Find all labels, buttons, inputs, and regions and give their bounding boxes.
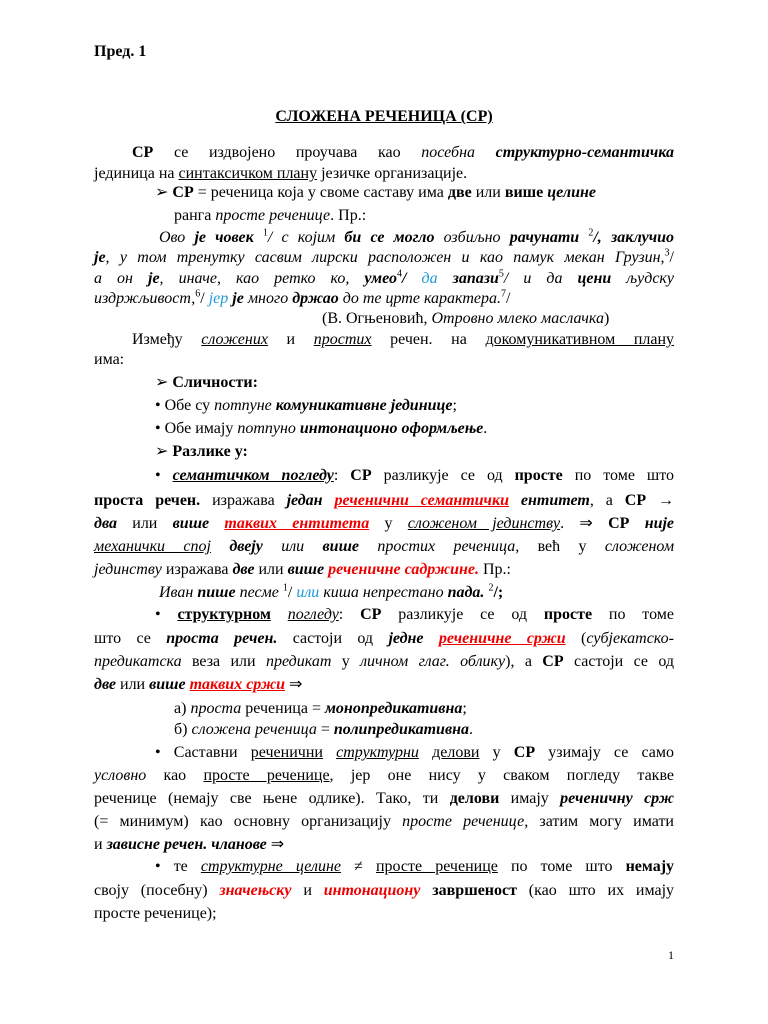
text-run: изражава <box>161 561 233 578</box>
bullet-item <box>155 743 674 763</box>
text-run: ⇒ <box>266 836 285 853</box>
text-run: предикат <box>265 653 332 670</box>
text-run: по томе што <box>562 467 674 484</box>
text-run: монопредикативна <box>324 700 463 717</box>
text-run: • те <box>155 858 201 875</box>
text-run: ➢ <box>155 374 173 391</box>
text-run: Ово <box>159 229 195 246</box>
text-line <box>94 269 674 289</box>
text-run: има: <box>94 351 125 368</box>
text-run: а) <box>174 700 191 717</box>
text-run: Отровно млеко маслачка <box>431 310 605 327</box>
text-line <box>94 881 674 901</box>
text-run: веза или <box>181 653 266 670</box>
text-run: • <box>155 467 173 484</box>
text-run: (В. Огњеновић, <box>322 310 432 327</box>
text-line <box>174 206 366 226</box>
bullet-item <box>155 605 674 625</box>
text-run: 5 <box>498 268 504 280</box>
text-run: СР <box>624 492 647 509</box>
text-run: посебна <box>421 144 476 161</box>
text-run: по томе што <box>497 858 626 875</box>
text-run: је <box>94 249 106 266</box>
text-run: • Саставни <box>155 744 251 761</box>
text-run: 6 <box>195 288 201 300</box>
text-run: Сличности: <box>172 374 258 391</box>
text-run: интонационо оформљење <box>299 420 484 437</box>
text-run: разликује се од <box>371 467 515 484</box>
text-run: изражава <box>200 492 287 509</box>
text-run: /, заклучио <box>593 229 675 246</box>
text-run: је човек <box>194 229 254 246</box>
text-run: сложена реченица <box>191 721 317 738</box>
text-run: је <box>232 290 244 307</box>
text-run: личном глаг. облику <box>360 653 506 670</box>
text-line <box>94 537 674 557</box>
text-run: 1 <box>282 582 288 594</box>
text-line <box>174 720 473 740</box>
text-run: просте реченице <box>375 858 498 875</box>
text-line <box>94 629 674 649</box>
text-run: ; <box>462 700 467 717</box>
text-run <box>209 515 224 532</box>
text-run: већ у <box>537 538 605 555</box>
text-run: што се <box>94 630 167 647</box>
text-run <box>509 492 521 509</box>
text-run: Иван <box>159 584 198 601</box>
text-run: ➢ <box>155 443 173 460</box>
text-run: или <box>262 538 323 555</box>
text-run: реченице (немају све њене одлике). Тако, ти <box>94 790 450 807</box>
page-number: 1 <box>668 948 674 962</box>
text-run: у <box>369 515 408 532</box>
text-run: озбиљно <box>434 229 510 246</box>
page-title: СЛОЖЕНА РЕЧЕНИЦА (СР) <box>275 108 493 125</box>
text-line <box>94 248 674 268</box>
text-run <box>211 538 229 555</box>
text-run: проста речен. <box>166 630 278 647</box>
text-run: интонациону <box>323 882 421 899</box>
text-run: проста речен. <box>94 492 201 509</box>
bullet-item <box>155 419 487 439</box>
text-run: , иначе, као ретко ко, <box>159 270 365 287</box>
text-run: . ⇒ <box>560 515 609 532</box>
text-run: сложених <box>201 331 268 348</box>
text-run: 4 <box>396 268 402 280</box>
text-run: потпуне <box>214 397 272 414</box>
text-run: две <box>94 676 116 693</box>
text-run: реченица = <box>241 700 325 717</box>
text-run: СР <box>513 744 536 761</box>
text-run: две <box>232 561 255 578</box>
text-run: / <box>505 290 511 307</box>
text-run: • <box>155 606 178 623</box>
text-run: , јер оне нису у сваком погледу такве <box>329 767 675 784</box>
text-run: 7 <box>500 288 506 300</box>
text-run: значењску <box>219 882 292 899</box>
text-run: проста <box>190 700 242 717</box>
text-run: по томе <box>592 606 675 623</box>
text-run: / с којим <box>267 229 345 246</box>
text-run: ; <box>452 397 457 414</box>
text-run: структурни <box>336 744 419 761</box>
text-run: семантичком погледу <box>172 467 334 484</box>
text-run <box>475 144 496 161</box>
text-run: / и да <box>503 270 578 287</box>
text-run: . <box>483 420 488 437</box>
text-run: је <box>148 270 160 287</box>
list-heading <box>155 442 248 462</box>
text-run: да <box>421 270 438 287</box>
text-run: комуникативне јединице <box>275 397 453 414</box>
text-line <box>94 652 674 672</box>
text-line <box>155 183 596 203</box>
text-run: више <box>504 184 544 201</box>
text-line <box>94 904 217 924</box>
text-line <box>94 514 674 534</box>
text-run: СР <box>350 467 372 484</box>
text-line <box>94 491 674 511</box>
text-run <box>419 744 432 761</box>
text-run: просте <box>514 467 563 484</box>
text-run: језичке организације. <box>317 165 468 182</box>
text-run <box>420 882 432 899</box>
text-run: СР <box>172 184 194 201</box>
text-run <box>579 229 588 246</box>
text-run: више <box>172 515 210 532</box>
text-line <box>94 835 284 855</box>
text-run: СР <box>132 144 154 161</box>
text-run: држао <box>292 290 339 307</box>
text-run: није <box>644 515 675 532</box>
text-run: Пр.: <box>478 561 511 578</box>
text-run: СР <box>608 515 630 532</box>
text-run: се издвојено проучава као <box>153 144 422 161</box>
text-run: или <box>116 515 173 532</box>
text-run: субјекатско- <box>586 630 674 647</box>
text-run: реченичне садржине. <box>328 561 479 578</box>
text-run: ⇒ <box>285 676 303 693</box>
text-run <box>323 492 335 509</box>
text-run: СР <box>542 653 564 670</box>
text-run: → <box>646 492 675 509</box>
text-run: узимају се само <box>535 744 675 761</box>
text-run: много <box>243 290 293 307</box>
text-run: рачунати <box>509 229 580 246</box>
list-heading <box>155 373 258 393</box>
text-run: целине <box>547 184 596 201</box>
bullet-item <box>155 466 674 486</box>
text-line <box>94 350 124 370</box>
text-run: ➢ <box>155 184 173 201</box>
text-run: цени <box>577 270 612 287</box>
text-run: . <box>468 721 473 738</box>
text-run: Разлике у: <box>172 443 248 460</box>
text-run: или <box>116 676 150 693</box>
text-run: или <box>254 561 288 578</box>
text-line <box>94 164 467 184</box>
text-run: у <box>479 744 514 761</box>
text-run: синтаксичком плану <box>178 165 318 182</box>
text-run: просте <box>543 606 593 623</box>
text-run: потпуно <box>237 420 296 437</box>
text-run <box>323 744 336 761</box>
text-run: . Пр.: <box>330 207 367 224</box>
text-run <box>271 606 288 623</box>
text-line <box>94 675 302 695</box>
text-run: запази <box>452 270 499 287</box>
text-run: структурном <box>177 606 271 623</box>
text-run: немају <box>625 858 675 875</box>
text-run: јединица на <box>94 165 179 182</box>
text-run: • Обе су <box>155 397 215 414</box>
text-run: докомуникативном плану <box>485 331 675 348</box>
text-run: реченични семантички <box>334 492 509 509</box>
text-run: условно <box>94 767 147 784</box>
text-run: : <box>338 606 361 623</box>
text-run: сложеном <box>604 538 675 555</box>
text-line <box>132 330 674 350</box>
text-run: реченични <box>250 744 323 761</box>
text-run: , затим могу имати <box>524 813 674 830</box>
text-run: два <box>94 515 117 532</box>
text-run: структурне целине <box>200 858 341 875</box>
text-run: и <box>291 882 324 899</box>
text-run: = <box>316 721 334 738</box>
text-run: таквих сржи <box>189 676 286 693</box>
text-run: би се могло <box>344 229 435 246</box>
text-line <box>94 766 674 786</box>
text-run: полипредикативна <box>333 721 469 738</box>
text-run: умео <box>364 270 397 287</box>
text-run: а он <box>94 270 148 287</box>
text-run: људску <box>611 270 675 287</box>
text-run: у <box>331 653 361 670</box>
text-run: до те црте карактера. <box>338 290 501 307</box>
text-run: речен. на <box>371 331 486 348</box>
text-run: реченичну срж <box>560 790 674 807</box>
text-run: састоји се од <box>563 653 675 670</box>
text-run: и <box>267 331 314 348</box>
text-run: погледу <box>287 606 339 623</box>
text-line <box>94 560 511 580</box>
text-run: делови <box>432 744 480 761</box>
text-run: као <box>146 767 204 784</box>
text-run: двеју <box>229 538 263 555</box>
text-run: делови <box>449 790 500 807</box>
text-run: структурно-семантичка <box>495 144 674 161</box>
text-run <box>254 229 263 246</box>
text-run: састоји од <box>277 630 389 647</box>
text-run: / <box>669 249 674 266</box>
text-run: механички спој <box>94 538 211 555</box>
text-run: предикатска <box>94 653 182 670</box>
text-line <box>94 812 674 832</box>
text-run: таквих ентитета <box>224 515 370 532</box>
text-run: 2 <box>588 227 594 239</box>
text-run: и <box>94 836 107 853</box>
text-run: ( <box>565 630 587 647</box>
text-run: разликује се од <box>381 606 544 623</box>
text-run: пише <box>197 584 236 601</box>
text-run: сложеном јединству <box>407 515 561 532</box>
text-run: (= минимум) као основну организацију <box>94 813 403 830</box>
example-line <box>159 583 503 603</box>
text-run: : <box>333 467 351 484</box>
text-run: пада. <box>447 584 485 601</box>
text-run: ≠ <box>341 858 376 875</box>
text-run: две <box>447 184 472 201</box>
text-line <box>132 143 674 163</box>
text-run: један <box>286 492 323 509</box>
text-run: / <box>401 270 422 287</box>
text-run: (као што их имају <box>516 882 675 899</box>
text-run: СР <box>360 606 382 623</box>
text-run <box>438 270 453 287</box>
text-run: 2 <box>488 582 494 594</box>
text-run: зависне речен. чланове <box>106 836 267 853</box>
text-run: или <box>471 184 505 201</box>
text-run: / <box>287 584 297 601</box>
text-run: ), а <box>505 653 543 670</box>
text-run: просте реченице <box>203 767 330 784</box>
text-run: једне <box>388 630 424 647</box>
text-run: више <box>287 561 325 578</box>
text-run: 1 <box>262 227 268 239</box>
text-run: имају <box>499 790 561 807</box>
text-run: песме <box>235 584 283 601</box>
text-run: просте реченице <box>402 813 525 830</box>
text-run: , у том тренутку сасвим лирски расположен и као памук мекан Грузин, <box>105 249 665 266</box>
bullet-item <box>155 396 457 416</box>
text-run: ентитет <box>520 492 590 509</box>
text-run: = реченица која у своме саставу има <box>193 184 448 201</box>
page-header: Пред. 1 <box>94 43 147 60</box>
text-line <box>159 228 674 248</box>
text-run: , а <box>589 492 625 509</box>
text-line <box>94 289 510 309</box>
text-run: реченичне сржи <box>438 630 566 647</box>
text-run: /; <box>493 584 504 601</box>
text-run: 3 <box>664 247 670 259</box>
text-run: простих <box>313 331 372 348</box>
text-run: / <box>200 290 209 307</box>
text-run: киша непрестано <box>319 584 448 601</box>
text-run: ранга <box>174 207 216 224</box>
text-run: више <box>149 676 186 693</box>
text-run <box>424 630 439 647</box>
text-run <box>629 515 644 532</box>
text-line <box>94 789 674 809</box>
text-run: или <box>296 584 320 601</box>
text-run: више <box>322 538 360 555</box>
text-run: б) <box>174 721 192 738</box>
text-run: издржљивост, <box>94 290 196 307</box>
text-run: своју (посебну) <box>94 882 220 899</box>
text-run: простих реченица, <box>359 538 538 555</box>
text-run: • Обе имају <box>155 420 238 437</box>
source-citation <box>322 309 609 329</box>
text-run: ) <box>604 310 610 327</box>
text-run: јер <box>208 290 229 307</box>
text-run: просте реченице <box>215 207 331 224</box>
text-line <box>174 699 467 719</box>
text-run: завршеност <box>432 882 517 899</box>
text-run: просте реченице); <box>94 905 217 922</box>
text-run: Између <box>132 331 202 348</box>
text-run: јединству <box>94 561 162 578</box>
bullet-item <box>155 857 674 877</box>
